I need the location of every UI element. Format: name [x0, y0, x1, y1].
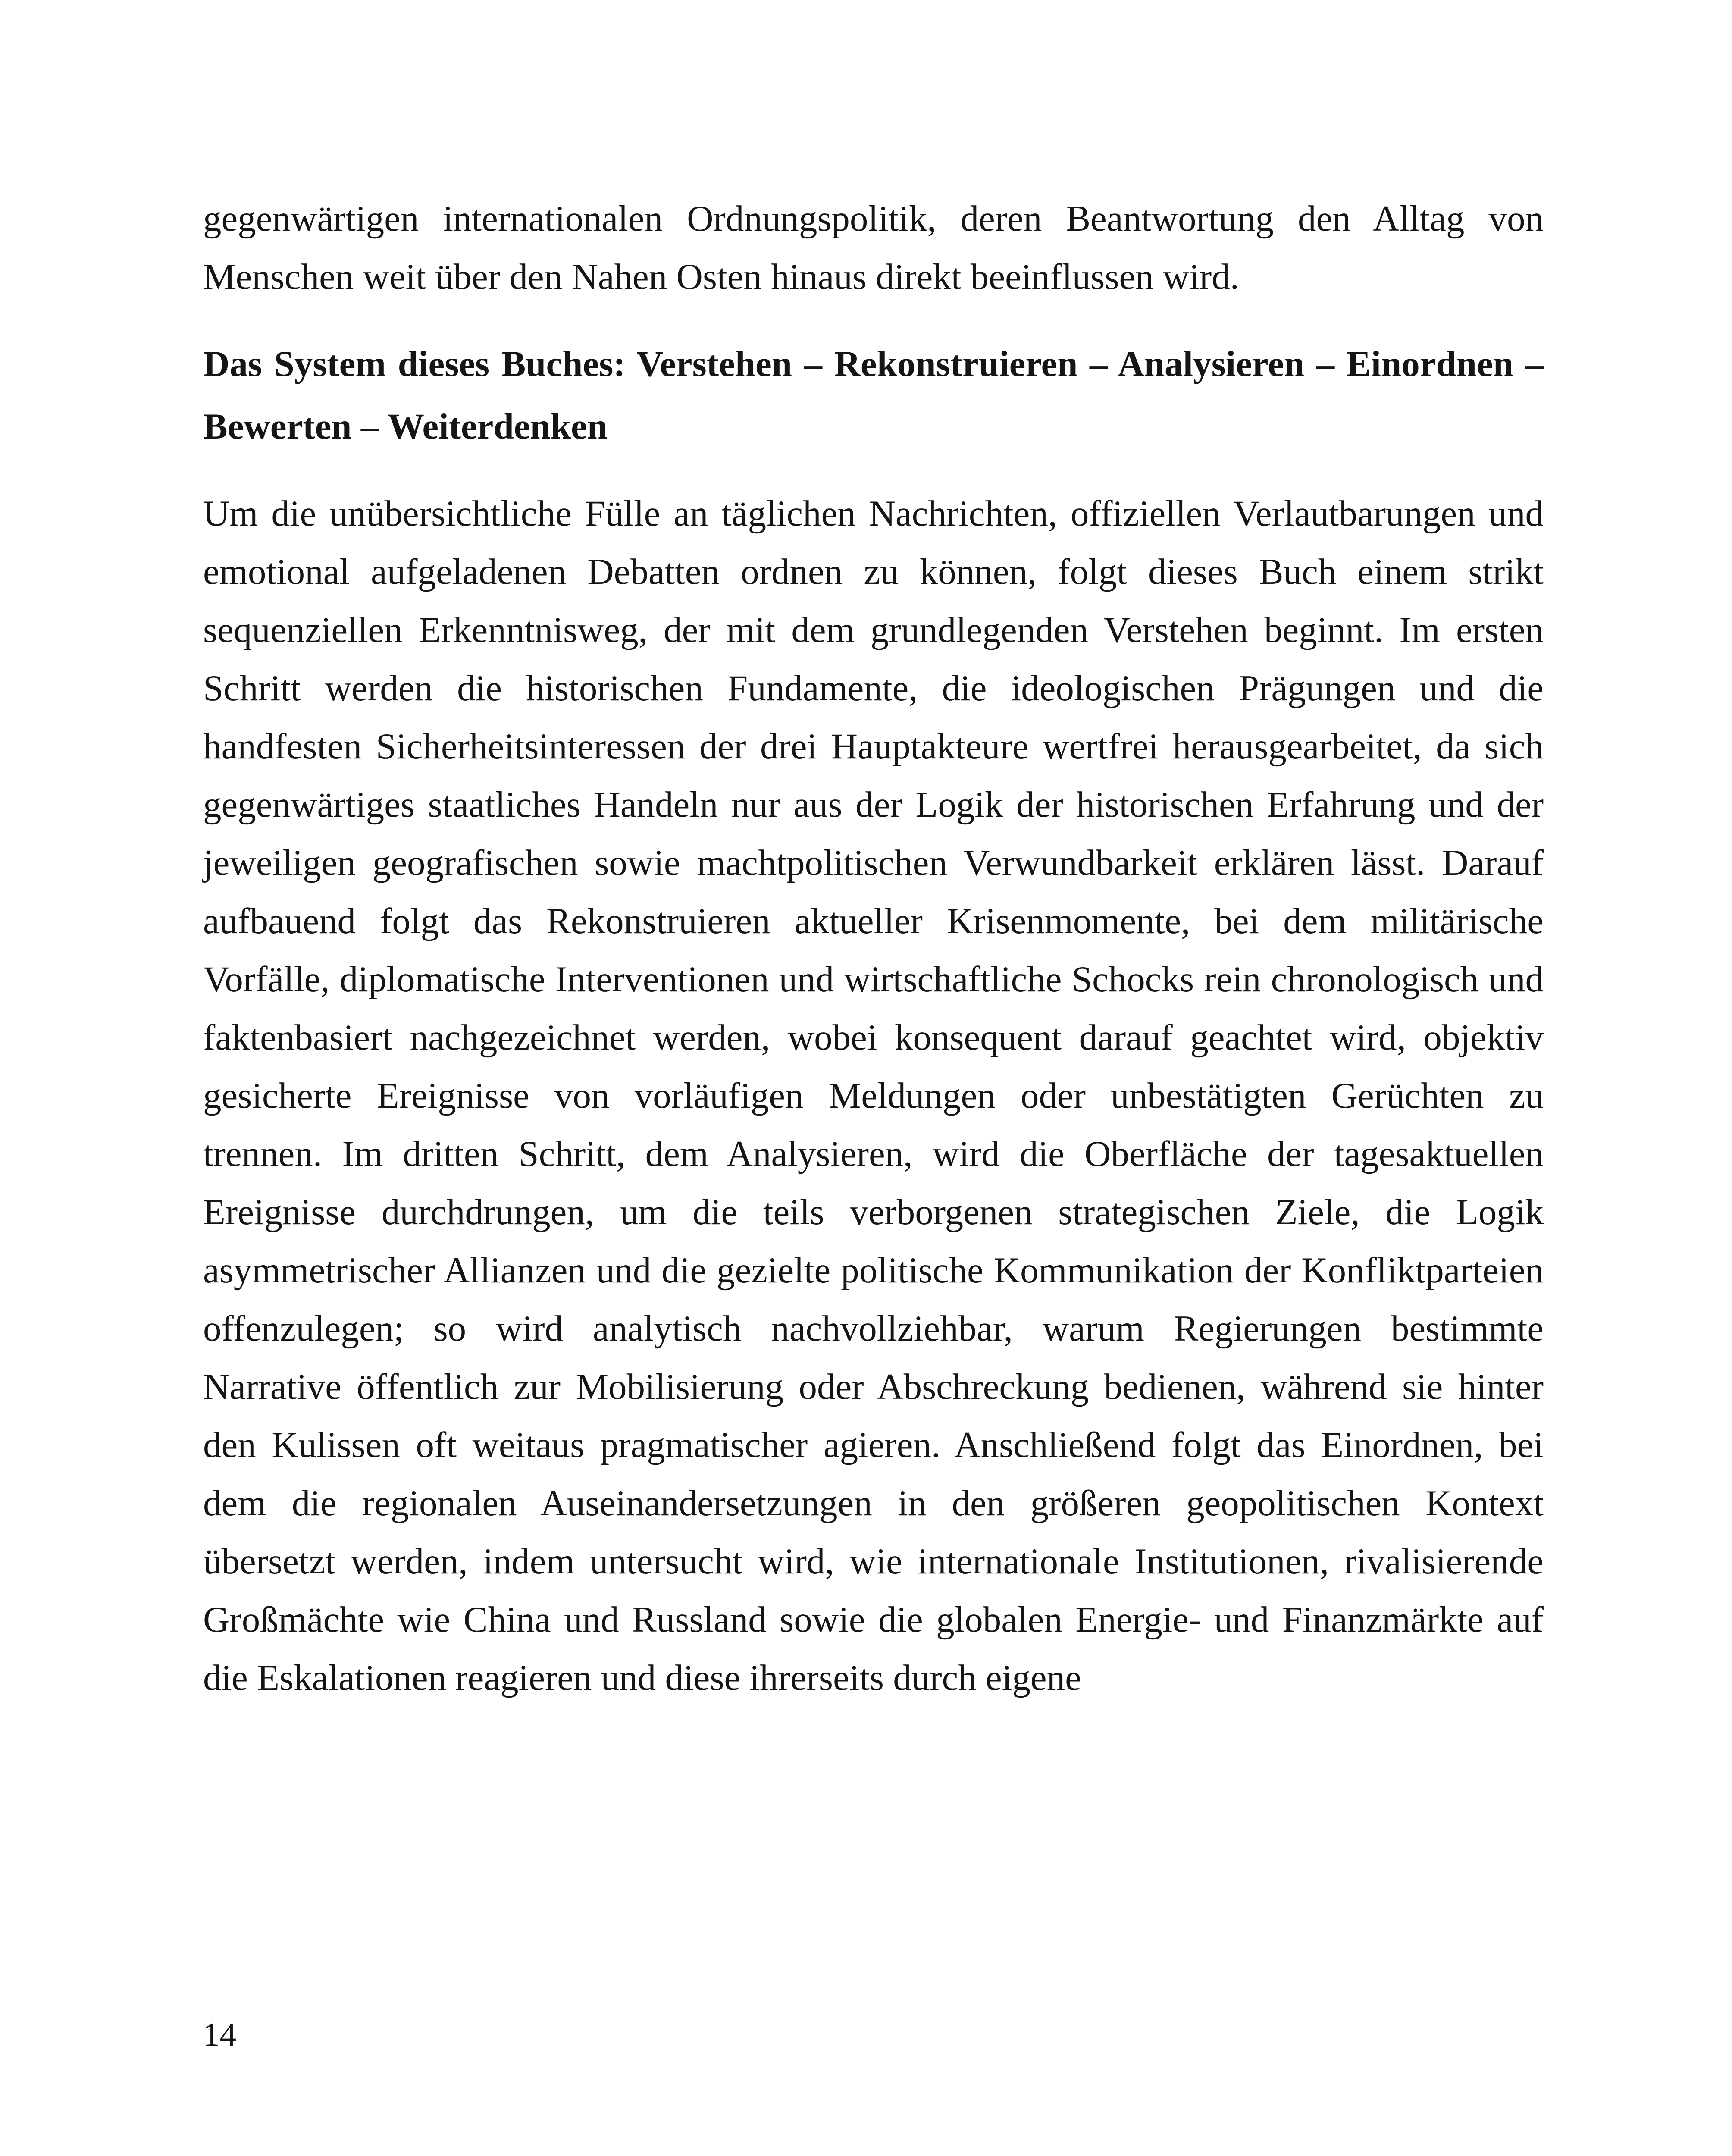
intro-paragraph: gegenwärtigen internationalen Ordnungspolitik, deren Beantwortung den Alltag von Menschen weit über den Nahen Osten hinaus direkt beeinflussen wird. — [203, 198, 1544, 297]
section-heading: Das System dieses Buches: Verstehen – Rekonstruieren – Analysieren – Einordnen – Bewerten – Weiterdenken — [203, 344, 1544, 447]
page-number: 14 — [203, 2016, 236, 2053]
page-content — [203, 190, 1544, 1707]
body-paragraph: Um die unübersichtliche Fülle an täglichen Nachrichten, offiziellen Verlautbarungen und emotional aufgeladenen Debatten ordnen zu können, folgt dieses Buch einem strikt sequenziellen Erkenntnisweg, der mit dem grundlegenden Verstehen beginnt. Im ersten Schritt werden die historischen Fundamente, die ideologischen Prägungen und die handfesten Sicherheitsinteressen der drei Hauptakteure wertfrei herausgearbeitet, da sich gegenwärtiges staatliches Handeln nur aus der Logik der historischen Erfahrung und der jeweiligen geografischen sowie machtpolitischen Verwundbarkeit erklären lässt. Darauf aufbauend folgt das Rekonstruieren aktueller Krisenmomente, bei dem militärische Vorfälle, diplomatische Interventionen und wirtschaftliche Schocks rein chronologisch und faktenbasiert nachgezeichnet werden, wobei konsequent darauf geachtet wird, objektiv gesicherte Ereignisse von vorläufigen Meldungen oder unbestätigten Gerüchten zu trennen. Im dritten Schritt, dem Analysieren, wird die Oberfläche der tagesaktuellen Ereignisse durchdrungen, um die teils verborgenen strategischen Ziele, die Logik asymmetrischer Allianzen und die gezielte politische Kommunikation der Konfliktparteien offenzulegen; so wird analytisch nachvollziehbar, warum Regierungen bestimmte Narrative öffentlich zur Mobilisierung oder Abschreckung bedienen, während sie hinter den Kulissen oft weitaus pragmatischer agieren. Anschließend folgt das Einordnen, bei dem die regionalen Auseinandersetzungen in den größeren geopolitischen Kontext übersetzt werden, indem untersucht wird, wie internationale Institutionen, rivalisierende Großmächte wie China und Russland sowie die globalen Energie- und Finanzmärkte auf die Eskalationen reagieren und diese ihrerseits durch eigene — [203, 493, 1544, 1698]
